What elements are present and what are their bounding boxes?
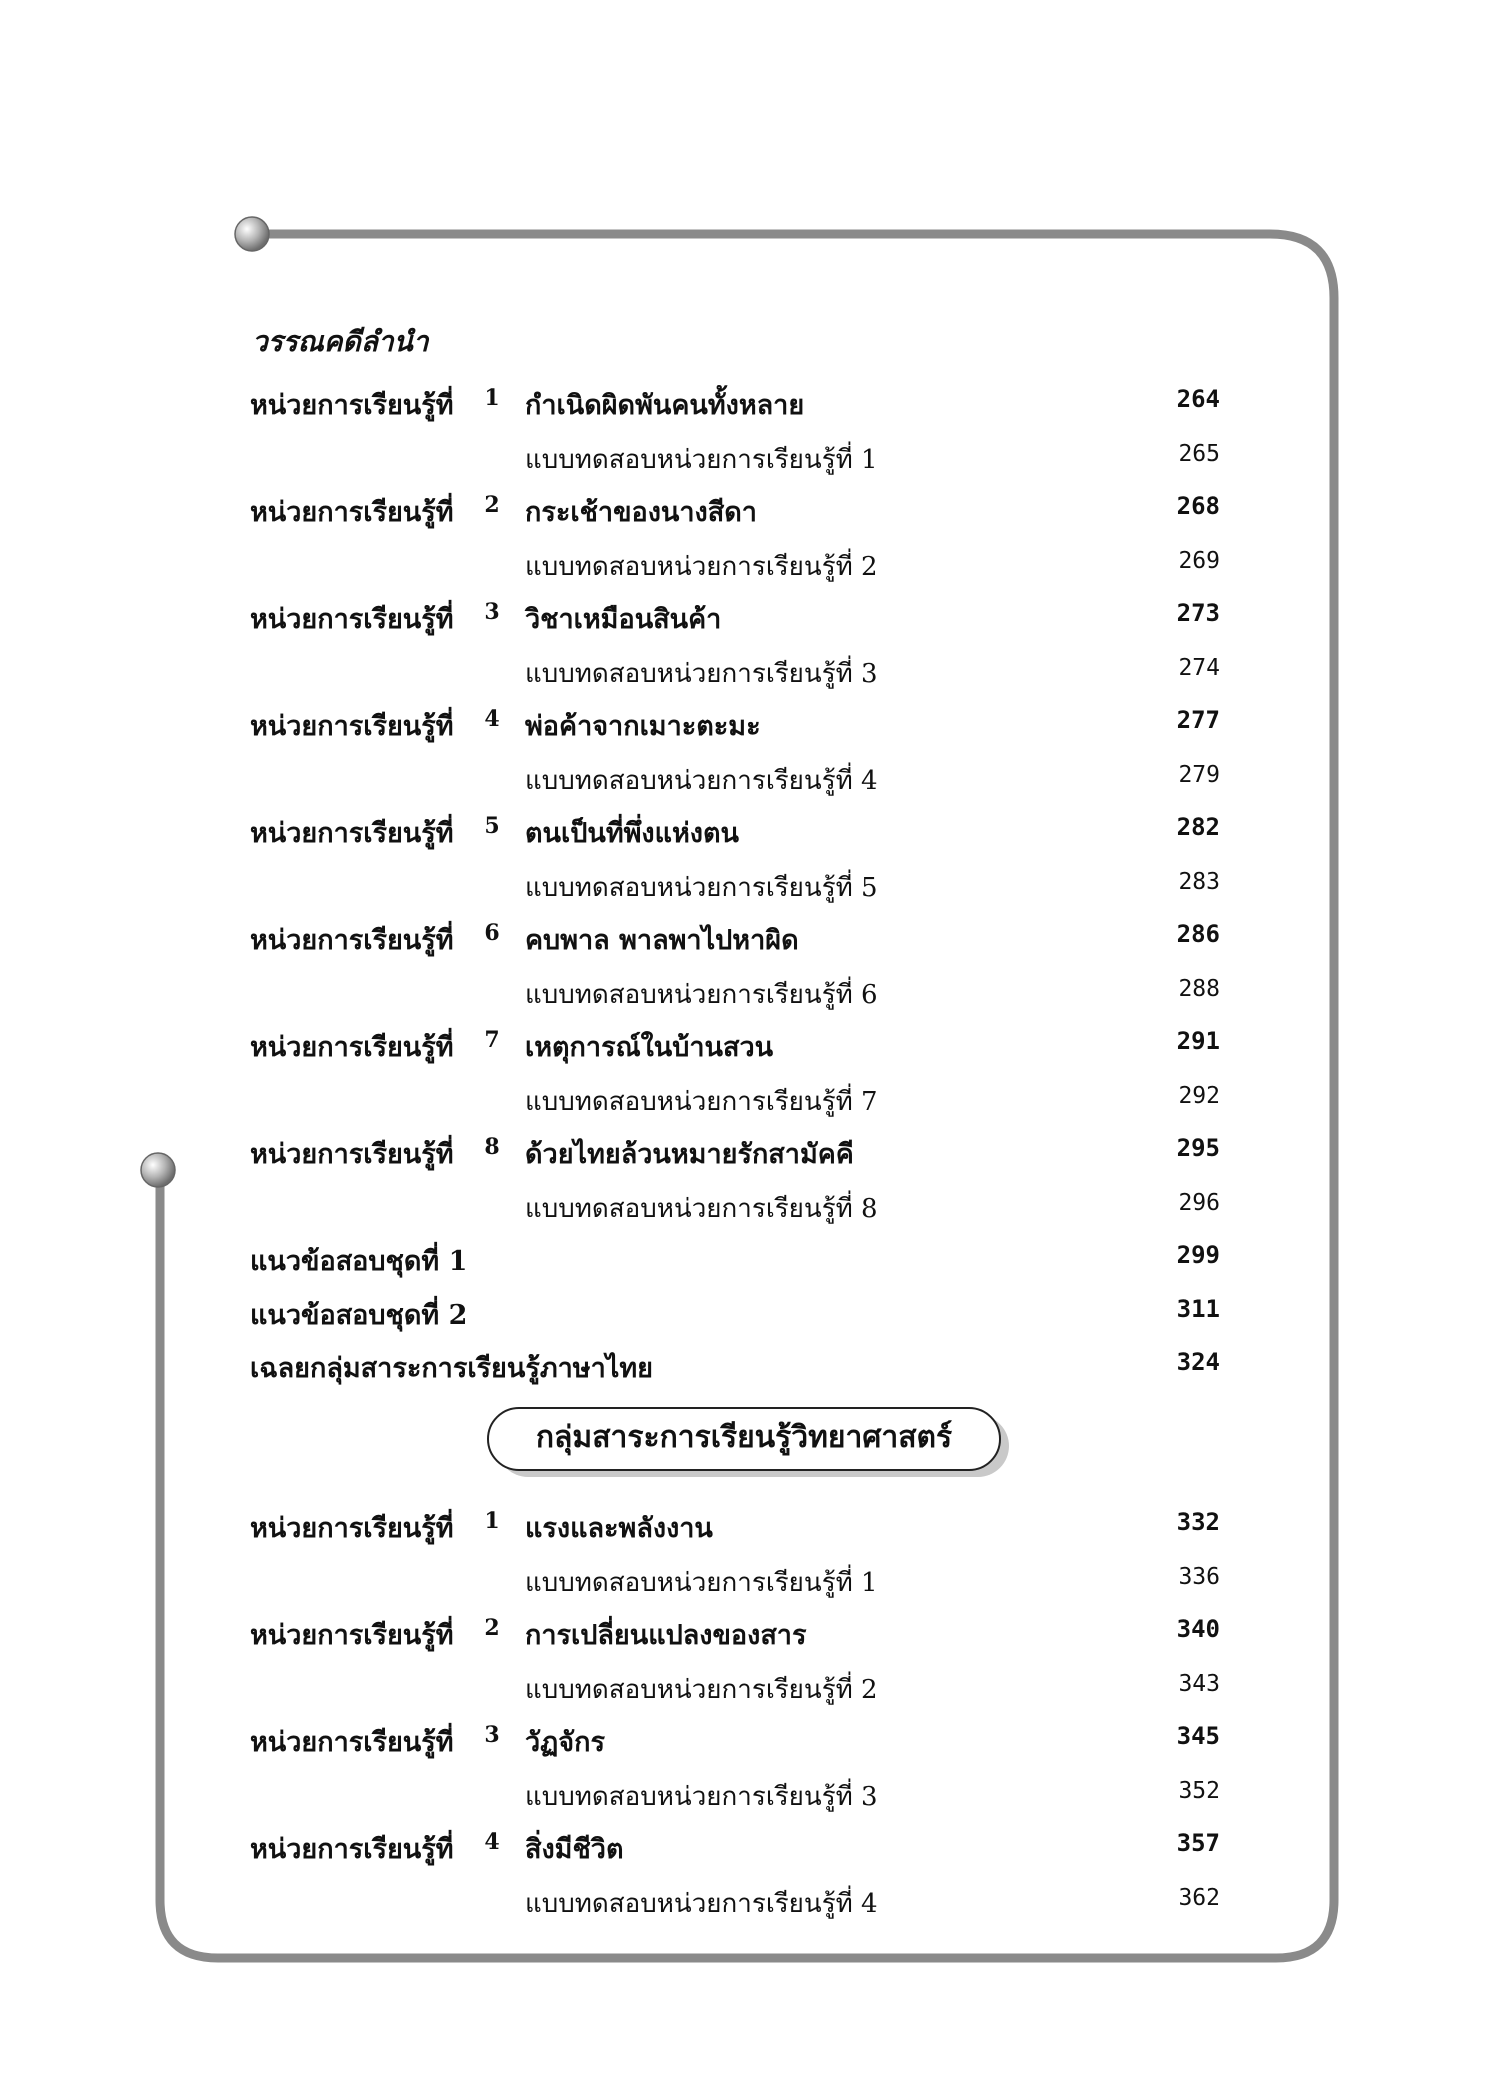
unit-page: 268	[1176, 492, 1220, 520]
test-label: แบบทดสอบหน่วยการเรียนรู้ที่ 4	[525, 766, 878, 796]
test-page: 292	[1178, 1083, 1220, 1109]
unit-number: 4	[484, 1829, 500, 1855]
toc-test-row[interactable]	[250, 1667, 1220, 1707]
unit-number: 1	[484, 1508, 500, 1534]
unit-number: 3	[484, 1722, 500, 1748]
test-label: แบบทดสอบหน่วยการเรียนรู้ที่ 1	[525, 445, 878, 475]
extra-page: 299	[1176, 1241, 1220, 1269]
unit-label: หน่วยการเรียนรู้ที่	[250, 1513, 454, 1544]
test-label: แบบทดสอบหน่วยการเรียนรู้ที่ 3	[525, 1782, 878, 1812]
toc-unit-row[interactable]	[250, 490, 1220, 530]
unit-page: 345	[1176, 1722, 1220, 1750]
unit-label: หน่วยการเรียนรู้ที่	[250, 604, 454, 635]
unit-number: 5	[484, 813, 500, 839]
frame-ball-top-icon	[235, 217, 269, 251]
test-page: 362	[1178, 1885, 1220, 1911]
toc-test-row[interactable]	[250, 651, 1220, 691]
unit-page: 277	[1176, 706, 1220, 734]
test-page: 296	[1178, 1190, 1220, 1216]
unit-number: 2	[484, 492, 500, 518]
unit-page: 332	[1176, 1508, 1220, 1536]
test-label: แบบทดสอบหน่วยการเรียนรู้ที่ 3	[525, 659, 878, 689]
toc-unit-row[interactable]	[250, 1613, 1220, 1653]
unit-page: 295	[1176, 1134, 1220, 1162]
test-label: แบบทดสอบหน่วยการเรียนรู้ที่ 7	[525, 1087, 878, 1117]
unit-label: หน่วยการเรียนรู้ที่	[250, 390, 454, 421]
toc-test-row[interactable]	[250, 437, 1220, 477]
toc-test-row[interactable]	[250, 865, 1220, 905]
toc-test-row[interactable]	[250, 758, 1220, 798]
extra-label: แนวข้อสอบชุดที่ 1	[250, 1246, 468, 1277]
test-label: แบบทดสอบหน่วยการเรียนรู้ที่ 8	[525, 1194, 878, 1224]
unit-title: วิชาเหมือนสินค้า	[525, 604, 722, 635]
toc-test-row[interactable]	[250, 1186, 1220, 1226]
test-label: แบบทดสอบหน่วยการเรียนรู้ที่ 4	[525, 1889, 878, 1919]
toc-unit-row[interactable]	[250, 918, 1220, 958]
toc-test-row[interactable]	[250, 544, 1220, 584]
unit-page: 357	[1176, 1829, 1220, 1857]
unit-page: 282	[1176, 813, 1220, 841]
unit-number: 1	[484, 385, 500, 411]
toc-unit-row[interactable]	[250, 1720, 1220, 1760]
test-page: 279	[1178, 762, 1220, 788]
toc-unit-row[interactable]	[250, 1132, 1220, 1172]
banner-title: กลุ่มสาระการเรียนรู้วิทยาศาสตร์	[487, 1407, 1001, 1471]
unit-title: ตนเป็นที่พึ่งแห่งตน	[525, 818, 739, 849]
unit-title: ด้วยไทยล้วนหมายรักสามัคคี	[525, 1139, 854, 1170]
extra-page: 324	[1176, 1348, 1220, 1376]
test-label: แบบทดสอบหน่วยการเรียนรู้ที่ 1	[525, 1568, 878, 1598]
test-page: 269	[1178, 548, 1220, 574]
toc-unit-row[interactable]	[250, 383, 1220, 423]
test-page: 336	[1178, 1564, 1220, 1590]
section-title: วรรณคดีลำนำ	[252, 325, 429, 358]
test-page: 343	[1178, 1671, 1220, 1697]
toc-test-row[interactable]	[250, 1560, 1220, 1600]
unit-page: 291	[1176, 1027, 1220, 1055]
unit-page: 273	[1176, 599, 1220, 627]
unit-title: พ่อค้าจากเมาะตะมะ	[525, 711, 761, 742]
test-label: แบบทดสอบหน่วยการเรียนรู้ที่ 2	[525, 1675, 878, 1705]
toc-unit-row[interactable]	[250, 597, 1220, 637]
unit-title: กระเช้าของนางสีดา	[525, 497, 757, 528]
unit-number: 6	[484, 920, 500, 946]
toc-test-row[interactable]	[250, 1079, 1220, 1119]
unit-label: หน่วยการเรียนรู้ที่	[250, 1032, 454, 1063]
unit-title: กำเนิดผิดพันคนทั้งหลาย	[525, 390, 805, 421]
unit-page: 286	[1176, 920, 1220, 948]
extra-label: แนวข้อสอบชุดที่ 2	[250, 1300, 468, 1331]
toc-extra-row[interactable]	[250, 1293, 1220, 1333]
unit-number: 8	[484, 1134, 500, 1160]
unit-label: หน่วยการเรียนรู้ที่	[250, 711, 454, 742]
toc-unit-row[interactable]	[250, 811, 1220, 851]
toc-test-row[interactable]	[250, 1881, 1220, 1921]
extra-page: 311	[1176, 1295, 1220, 1323]
unit-label: หน่วยการเรียนรู้ที่	[250, 1834, 454, 1865]
test-label: แบบทดสอบหน่วยการเรียนรู้ที่ 5	[525, 873, 878, 903]
test-label: แบบทดสอบหน่วยการเรียนรู้ที่ 2	[525, 552, 878, 582]
unit-number: 7	[484, 1027, 500, 1053]
unit-title: แรงและพลังงาน	[525, 1513, 713, 1544]
unit-title: วัฏจักร	[525, 1727, 605, 1758]
frame-ball-left-icon	[141, 1153, 175, 1187]
unit-number: 2	[484, 1615, 500, 1641]
toc-unit-row[interactable]	[250, 1025, 1220, 1065]
section-banner	[487, 1407, 1007, 1477]
unit-page: 340	[1176, 1615, 1220, 1643]
unit-title: คบพาล พาลพาไปหาผิด	[525, 925, 799, 956]
toc-extra-row[interactable]	[250, 1239, 1220, 1279]
test-page: 283	[1178, 869, 1220, 895]
unit-label: หน่วยการเรียนรู้ที่	[250, 1620, 454, 1651]
toc-test-row[interactable]	[250, 1774, 1220, 1814]
unit-number: 4	[484, 706, 500, 732]
test-page: 288	[1178, 976, 1220, 1002]
unit-title: การเปลี่ยนแปลงของสาร	[525, 1620, 807, 1651]
toc-unit-row[interactable]	[250, 1827, 1220, 1867]
unit-label: หน่วยการเรียนรู้ที่	[250, 818, 454, 849]
unit-page: 264	[1176, 385, 1220, 413]
unit-label: หน่วยการเรียนรู้ที่	[250, 1139, 454, 1170]
toc-unit-row[interactable]	[250, 704, 1220, 744]
toc-test-row[interactable]	[250, 972, 1220, 1012]
unit-label: หน่วยการเรียนรู้ที่	[250, 497, 454, 528]
unit-label: หน่วยการเรียนรู้ที่	[250, 1727, 454, 1758]
extra-label: เฉลยกลุ่มสาระการเรียนรู้ภาษาไทย	[250, 1353, 653, 1384]
toc-extra-row[interactable]	[250, 1346, 1220, 1386]
test-page: 352	[1178, 1778, 1220, 1804]
toc-unit-row[interactable]	[250, 1506, 1220, 1546]
test-page: 265	[1178, 441, 1220, 467]
unit-label: หน่วยการเรียนรู้ที่	[250, 925, 454, 956]
test-label: แบบทดสอบหน่วยการเรียนรู้ที่ 6	[525, 980, 878, 1010]
unit-title: สิ่งมีชีวิต	[525, 1834, 624, 1865]
unit-title: เหตุการณ์ในบ้านสวน	[525, 1032, 774, 1063]
test-page: 274	[1178, 655, 1220, 681]
unit-number: 3	[484, 599, 500, 625]
